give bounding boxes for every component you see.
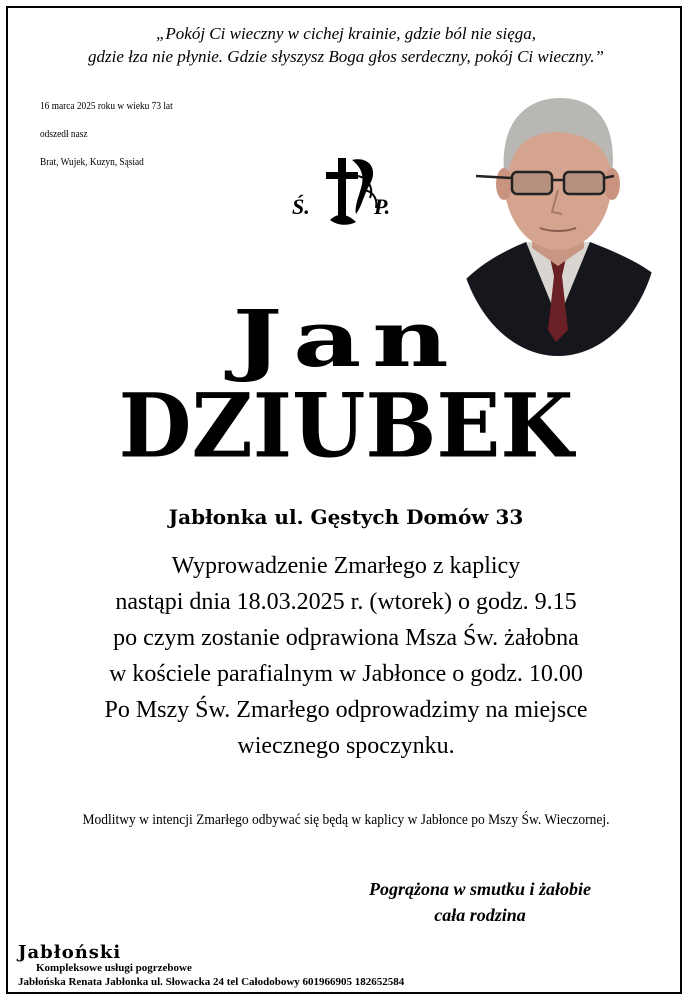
quote-line: gdzie łza nie płynie. Gdzie słyszysz Boga głos serdeczny, pokój Ci wieczny.” xyxy=(88,47,604,66)
ceremony-details xyxy=(0,548,692,764)
sp-emblem xyxy=(292,150,412,240)
ceremony-line: po czym zostanie odprawiona Msza Św. żałobna xyxy=(113,625,579,651)
ceremony-line: w kościele parafialnym w Jabłonce o godz. 10.00 xyxy=(109,661,583,687)
funeral-home-service: Kompleksowe usługi pogrzebowe xyxy=(36,962,192,974)
sp-left-letter: Ś. xyxy=(292,194,310,219)
family-line: Pogrążona w smutku i żałobie xyxy=(368,879,592,899)
family-line: cała rodzina xyxy=(434,905,526,925)
deceased-last-name: DZIUBEK xyxy=(118,373,574,478)
funeral-home-contact: Jabłońska Renata Jabłonka ul. Słowacka 24 tel Całodobowy 601966905 182652584 xyxy=(18,976,405,988)
death-notice xyxy=(40,98,227,182)
ceremony-line: wiecznego spoczynku. xyxy=(237,733,455,759)
funeral-home-logo: Jabłoński xyxy=(18,942,122,963)
ceremony-line: nastąpi dnia 18.03.2025 r. (wtorek) o godz. 9.15 xyxy=(115,589,577,615)
deceased-first-name: Jan xyxy=(232,294,460,385)
ceremony-line: Po Mszy Św. Zmarłego odprowadzimy na miejsce xyxy=(104,697,588,723)
departed-text: odszedł nasz xyxy=(40,128,88,140)
relations-text: Brat, Wujek, Kuzyn, Sąsiad xyxy=(40,156,144,168)
deceased-address: Jabłonka ul. Gęstych Domów 33 xyxy=(168,505,524,529)
memorial-quote xyxy=(0,22,692,68)
funeral-home-footer xyxy=(18,944,518,989)
death-date: 16 marca 2025 roku w wieku 73 lat xyxy=(40,100,173,112)
quote-line: „Pokój Ci wieczny w cichej krainie, gdzie ból nie sięga, xyxy=(155,24,537,43)
ceremony-line: Wyprowadzenie Zmarłego z kaplicy xyxy=(171,553,521,579)
family-signature xyxy=(300,876,660,928)
prayer-notice: Modlitwy w intencji Zmarłego odbywać się będą w kaplicy w Jabłonce po Mszy Św. Wieczornej. xyxy=(82,812,610,828)
sp-right-letter: P. xyxy=(374,194,391,219)
